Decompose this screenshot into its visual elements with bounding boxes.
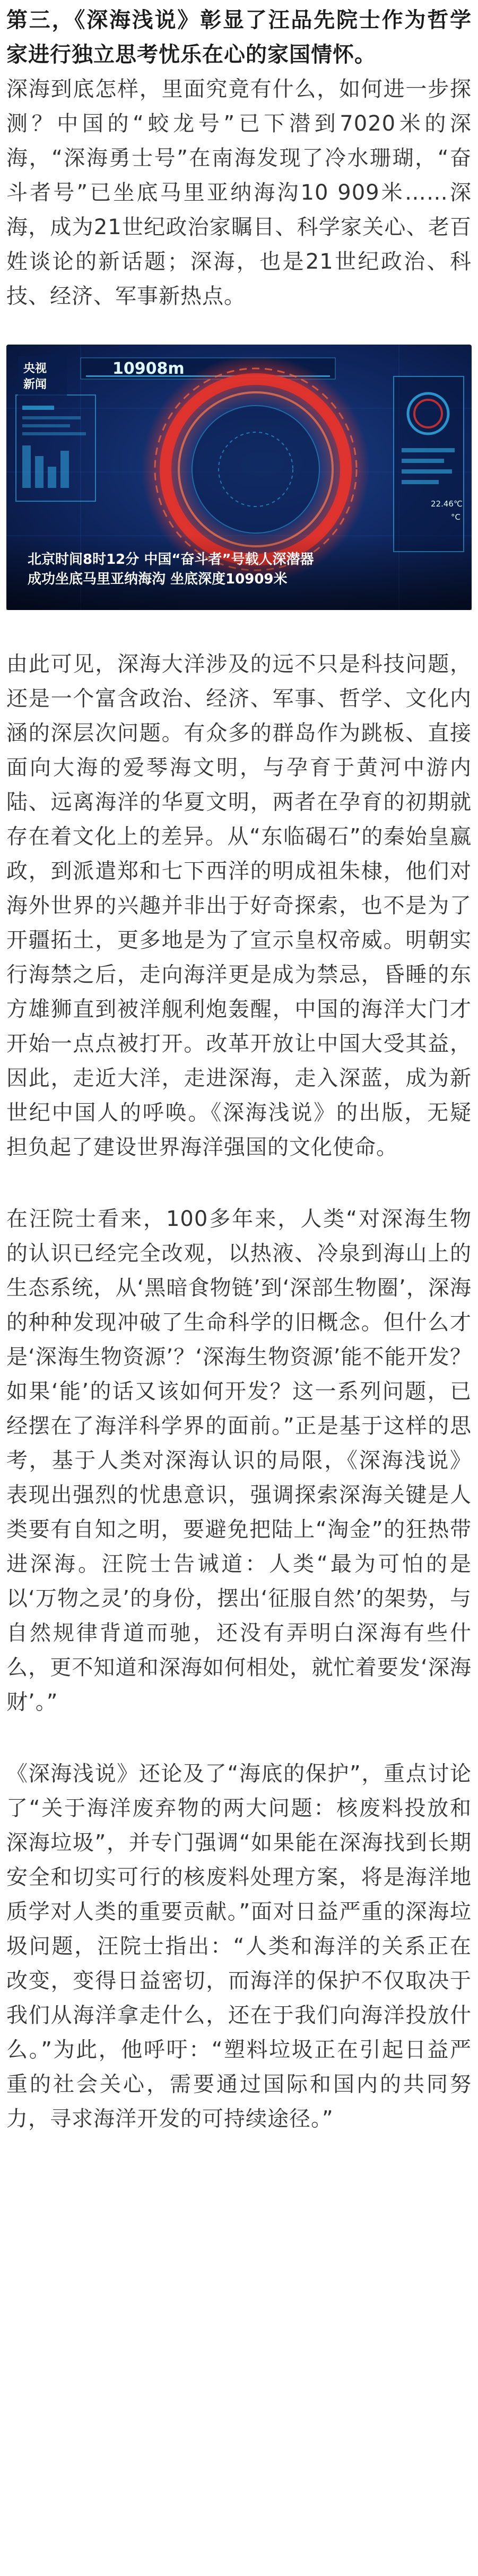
cctv-news-logo [18,356,67,396]
paragraph-1: 深海到底怎样，里面究竟有什么，如何进一步探测？中国的“蛟龙号”已下潜到7020米的深海，“深海勇士号”在南海发现了冷水珊瑚，“奋斗者号”已坐底马里亚纳海沟10 909米……深海，成为21世纪政治家瞩目、科学家关心、老百姓谈论的新话题；深海，也是21世纪政治、科技、经济、军事新热点。 [6,77,472,308]
paragraph-4: 《深海浅说》还论及了“海底的保护”，重点讨论了“关于海洋废弃物的两大问题：核废料投放和深海垃圾”，并专门强调“如果能在深海找到长期安全和切实可行的核废料处理方案，将是海洋地质学对人类的重要贡献。”面对日益严重的深海垃圾问题，汪院士指出：“人类和海洋的关系正在改变，变得日益密切，而海洋的保护不仅取决于我们从海洋拿走什么，还在于我们向海洋投放什么。”为此，他呼吁：“塑料垃圾正在引起日益严重的社会关心，需要通过国际和国内的共同努力，寻求海洋开发的可持续途径。” [6,1762,472,2131]
paragraph-2: 由此可见，深海大洋涉及的远不只是科技问题，还是一个富含政治、经济、军事、哲学、文化内涵的深层次问题。有众多的群岛作为跳板、直接面向大海的爱琴海文明，与孕育于黄河中游内陆、远离海洋的华夏文明，两者在孕育的初期就存在着文化上的差异。从“东临碣石”的秦始皇嬴政，到派遣郑和七下西洋的明成祖朱棣，他们对海外世界的兴趣并非出于好奇探索，也不是为了开疆拓土，更多地是为了宣示皇权帝威。明朝实行海禁之后，走向海洋更是成为禁忌，昏睡的东方雄狮直到被洋舰利炮轰醒，中国的海洋大门才开始一点点被打开。改革开放让中国大受其益，因此，走近大洋，走进深海，走入深蓝，成为新世纪中国人的呼唤。《深海浅说》的出版，无疑担负起了建设世界海洋强国的文化使命。 [6,652,472,1160]
section-heading: 第三，《深海浅说》彰显了汪品先院士作为哲学家进行独立思考忧乐在心的家国情怀。 [6,8,472,67]
deep-dive-photo [6,345,472,610]
news-image [6,345,472,610]
svg-text:央视: 央视 [23,362,47,375]
depth-readout: 10908m [112,359,185,378]
side-readout: 22.46℃ [431,499,463,509]
side-readout-unit: °C [451,512,460,522]
article-body [0,3,478,2136]
paragraph-3: 在汪院士看来，100多年来，人类“对深海生物的认识已经完全改观，以热液、冷泉到海山上的生态系统，从‘黑暗食物链’到‘深部生物圈’，深海的种种发现冲破了生命科学的旧概念。但什么才是‘深海生物资源’？‘深海生物资源’能不能开发？如果‘能’的话又该如何开发？这一系列问题，已经摆在了海洋科学界的面前。”正是基于这样的思考，基于人类对深海认识的局限，《深海浅说》表现出强烈的忧患意识，强调探索深海关键是人类要有自知之明，要避免把陆上“淘金”的狂热带进深海。汪院士告诫道：人类“最为可怕的是以‘万物之灵’的身份，摆出‘征服自然’的架势，与自然规律背道而驰，还没有弄明白深海有些什么，更不知道和深海如何相处，就忙着要发‘深海财’。” [6,1207,472,1714]
image-caption-line-1: 北京时间8时12分 中国“奋斗者”号载人深潜器 [28,552,314,568]
svg-text:新闻: 新闻 [23,378,47,391]
right-hud-panel [394,376,464,552]
image-caption-line-2: 成功坐底马里亚纳海沟 坐底深度10909米 [28,571,288,587]
